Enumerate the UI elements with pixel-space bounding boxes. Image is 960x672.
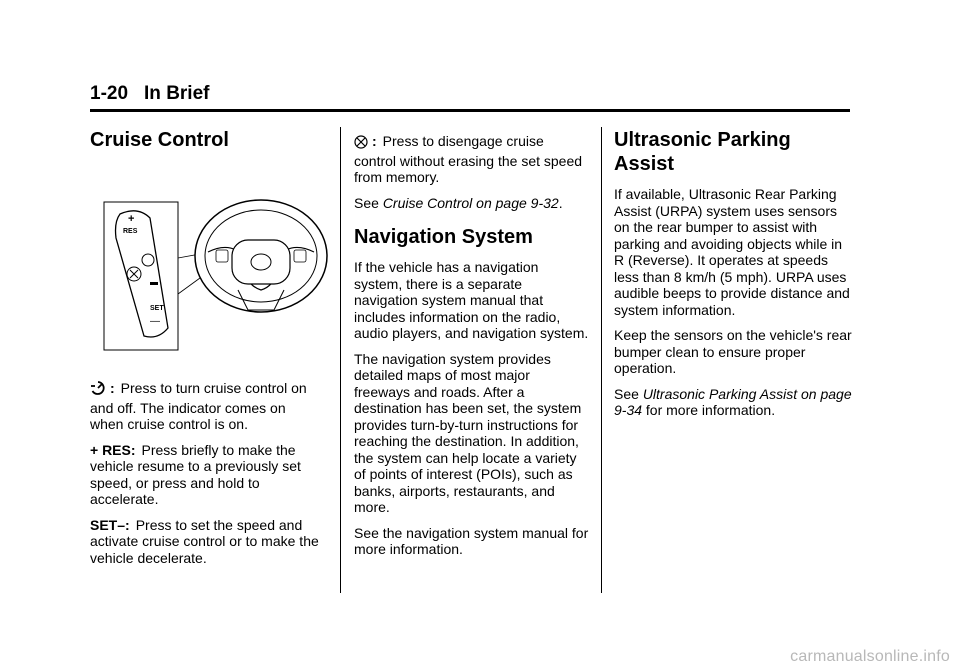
cruise-page-ref[interactable]: Cruise Control on page 9-32 bbox=[382, 194, 559, 211]
heading-navigation: Navigation System bbox=[354, 226, 533, 248]
heading-parking-assist: Ultrasonic Parking Assist bbox=[614, 129, 791, 175]
set-term: SET–: bbox=[90, 516, 130, 533]
steering-wheel-illustration bbox=[98, 178, 330, 358]
column-divider bbox=[340, 127, 341, 593]
urpa-paragraph-2: Keep the sensors on the vehicle's rear bumper clean to ensure proper operation. bbox=[614, 327, 852, 376]
res-item bbox=[90, 442, 322, 508]
page-header bbox=[90, 83, 850, 112]
header-text bbox=[90, 83, 850, 105]
column-parking-assist bbox=[614, 124, 854, 428]
nav-paragraph-1: If the vehicle has a navigation system, there is a separate navigation system manual that includes information on the radio, audio players, and navigation system. bbox=[354, 259, 589, 341]
cancel-icon bbox=[354, 135, 368, 153]
figure-res-label: RES bbox=[123, 228, 138, 235]
cruise-onoff-item bbox=[90, 380, 322, 433]
cancel-term: : bbox=[372, 133, 377, 149]
res-text: Press briefly to make the vehicle resume to a previously set speed, or press and hold to accelerate. bbox=[90, 441, 301, 507]
cruise-see-ref bbox=[354, 195, 589, 212]
steering-wheel-figure bbox=[98, 178, 330, 358]
cancel-item bbox=[354, 133, 589, 186]
figure-set-label: SET bbox=[150, 305, 164, 312]
page-number: 1-20 bbox=[90, 83, 129, 104]
watermark: carmanualsonline.info bbox=[790, 648, 950, 665]
set-item bbox=[90, 517, 322, 567]
nav-paragraph-3: See the navigation system manual for more information. bbox=[354, 524, 589, 557]
nav-paragraph-2: The navigation system provides detailed maps of most major freeways and roads. After a destination has been set, the system provides turn-by-turn instructions for reaching the destination. In addition, the system can help locate a variety of points of interest (POIs), such as banks, airports, restaurants, and more. bbox=[354, 350, 582, 515]
see-prefix: See bbox=[354, 194, 379, 211]
set-text: Press to set the speed and activate cruise control or to make the vehicle decelerate. bbox=[90, 516, 319, 566]
see-suffix: . bbox=[558, 194, 563, 211]
header-rule bbox=[90, 109, 850, 112]
urpa-paragraph-1: If available, Ultrasonic Rear Parking Assist (URPA) system uses sensors on the rear bumper to assist with parking and avoiding objects while in R (Reverse). It operates at speeds less than 8 km/h (5 mph). URPA uses audible beeps to provide distance and system information. bbox=[614, 186, 850, 318]
see-suffix: for more information. bbox=[645, 402, 776, 418]
urpa-see-ref bbox=[614, 386, 854, 419]
see-prefix: See bbox=[614, 385, 639, 402]
column-divider bbox=[601, 127, 602, 593]
cruise-icon bbox=[142, 254, 154, 266]
cruise-control-icon bbox=[90, 380, 106, 400]
column-navigation bbox=[354, 133, 589, 567]
res-term: + RES: bbox=[90, 441, 136, 458]
heading-cruise-control: Cruise Control bbox=[90, 129, 229, 151]
column-cruise-control bbox=[90, 124, 322, 575]
cancel-text: Press to disengage cruise control without erasing the set speed from memory. bbox=[354, 133, 583, 185]
figure-minus-label: — bbox=[150, 316, 160, 327]
figure-plus-label: + bbox=[128, 213, 135, 225]
section-title: In Brief bbox=[144, 83, 210, 104]
urpa-page-ref[interactable]: Ultrasonic Parking Assist on page 9-34 bbox=[614, 385, 852, 418]
cruise-onoff-text: Press to turn cruise control on and off. The indicator comes on when cruise control is on. bbox=[90, 380, 307, 432]
minus-mark bbox=[150, 282, 158, 285]
cruise-onoff-term: : bbox=[110, 380, 115, 396]
